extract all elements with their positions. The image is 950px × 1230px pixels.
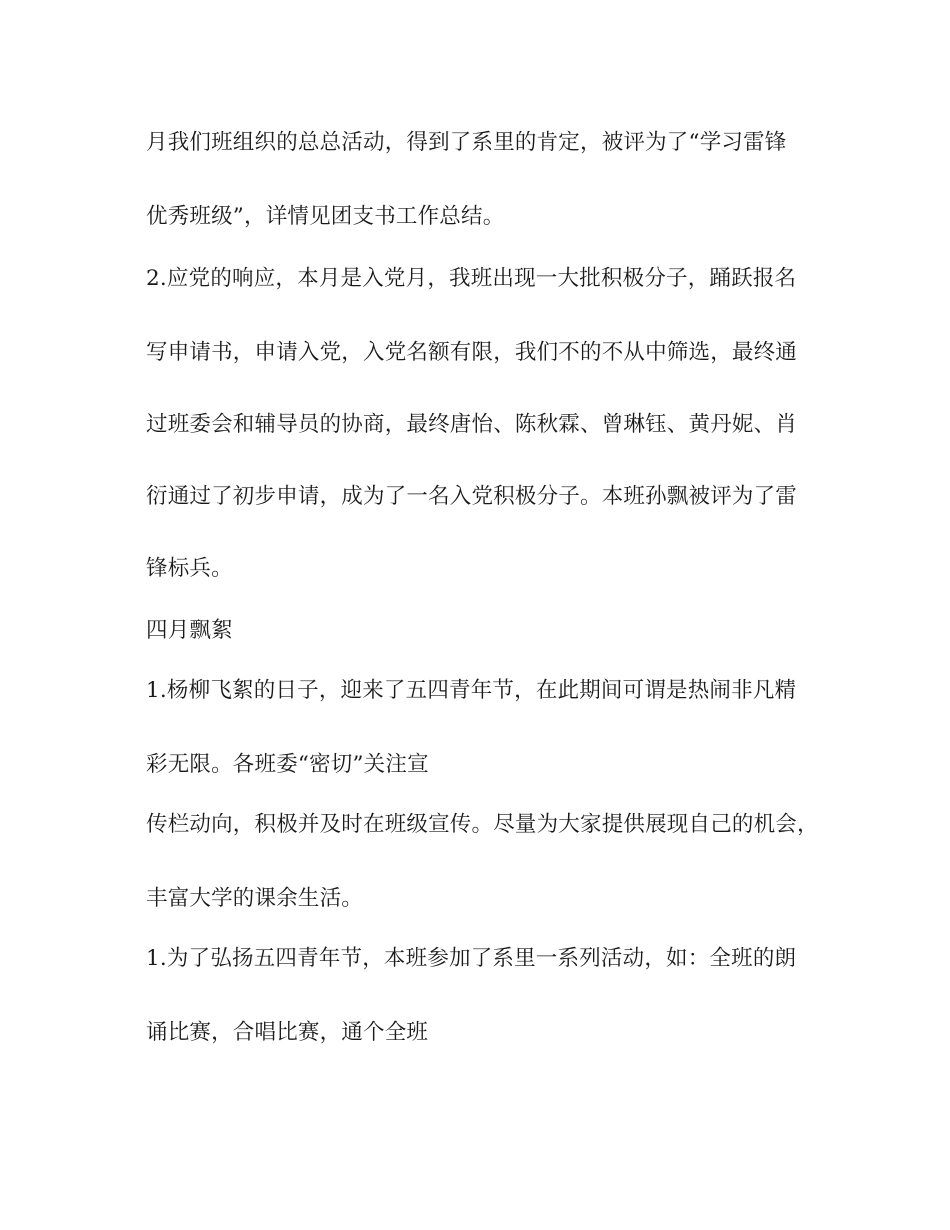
text-line: 衍通过了初步申请，成为了一名入党积极分子。本班孙飘被评为了雷 bbox=[146, 484, 798, 509]
text-line: 1.杨柳飞絮的日子，迎来了五四青年节，在此期间可谓是热闹非凡精 bbox=[146, 678, 797, 703]
text-line: 传栏动向，积极并及时在班级宣传。尽量为大家提供展现自己的机会， bbox=[146, 812, 819, 837]
text-line: 写申请书，申请入党，入党名额有限，我们不的不从中筛选，最终通 bbox=[146, 340, 798, 365]
text-line: 锋标兵。 bbox=[146, 556, 233, 581]
text-line: 丰富大学的课余生活。 bbox=[146, 886, 364, 911]
text-line: 过班委会和辅导员的协商，最终唐怡、陈秋霖、曾琳钰、黄丹妮、肖 bbox=[146, 412, 798, 437]
text-line: 优秀班级”，详情见团支书工作总结。 bbox=[146, 204, 505, 229]
text-line: 1.为了弘扬五四青年节，本班参加了系里一系列活动，如：全班的朗 bbox=[146, 946, 797, 971]
section-heading: 四月飘絮 bbox=[146, 618, 233, 643]
text-line: 月我们班组织的总总活动，得到了系里的肯定，被评为了“学习雷锋 bbox=[146, 130, 787, 155]
text-line: 诵比赛，合唱比赛，通个全班 bbox=[146, 1020, 429, 1045]
text-line: 彩无限。各班委“密切”关注宣 bbox=[146, 752, 429, 777]
text-line: 2.应党的响应，本月是入党月，我班出现一大批积极分子，踊跃报名 bbox=[146, 266, 797, 291]
